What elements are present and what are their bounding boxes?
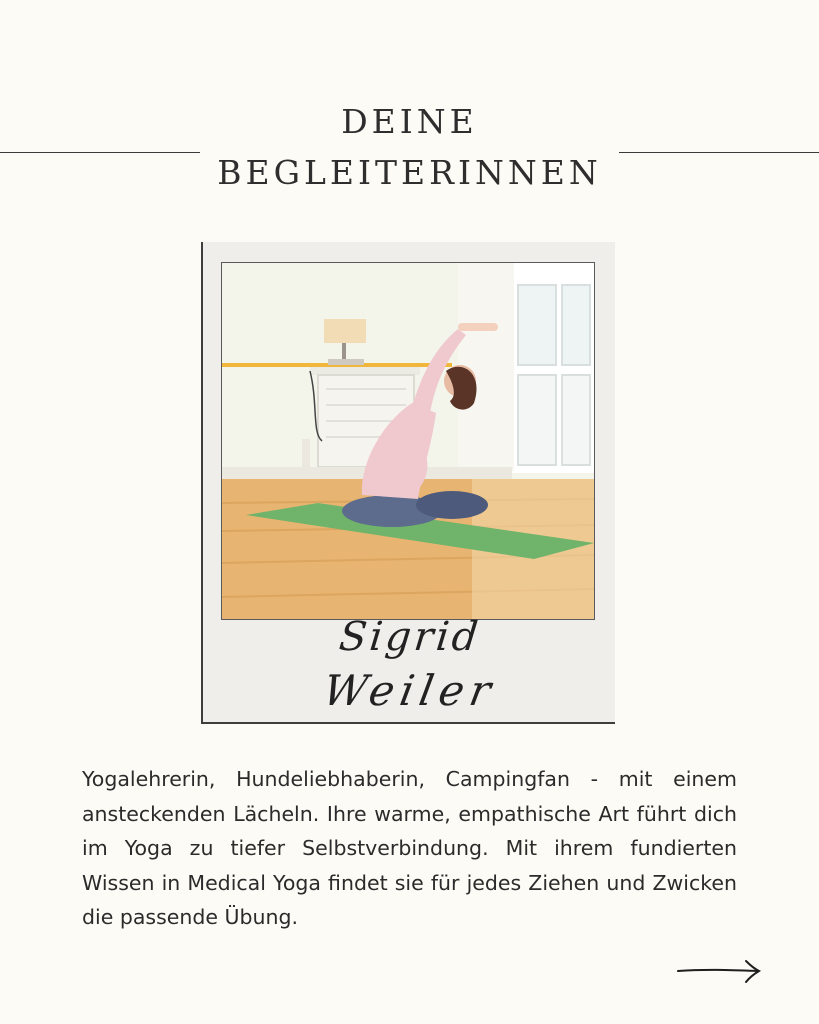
teacher-bio: Yogalehrerin, Hundeliebhaberin, Campingfan - mit einem ansteckenden Lächeln. Ihre warme, empathische Art führt dich im Yoga zu tiefer Selbstverbindung. Mit ihrem fundierten Wissen in Medical Yoga findet sie für jedes Ziehen und Zwicken die passende Übung. [82, 767, 737, 930]
teacher-first-name: Sigrid [336, 614, 484, 660]
divider-left [0, 152, 200, 153]
arrow-right-icon[interactable] [676, 958, 762, 984]
yoga-teacher-photo [221, 262, 595, 620]
page-title-line-2: BEGLEITERINNEN [217, 153, 602, 193]
divider-right [619, 152, 819, 153]
page-title-line-1: DEINE [341, 102, 478, 142]
page-title [0, 99, 819, 201]
polaroid-card [201, 242, 615, 724]
teacher-last-name: Weiler [319, 666, 501, 715]
